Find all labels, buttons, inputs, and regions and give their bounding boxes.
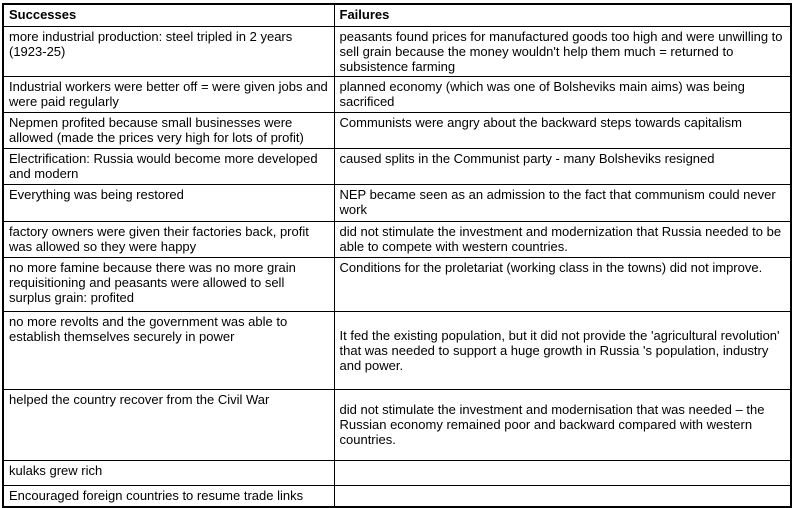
- table-row: [3, 460, 791, 485]
- nep-successes-failures-table: [2, 3, 792, 508]
- table-row: [3, 112, 791, 148]
- failure-cell: peasants found prices for manufactured goods too high and were unwilling to sell grain because the money wouldn't help them much = returned to subsistence farming: [334, 26, 791, 76]
- success-cell: no more famine because there was no more grain requisitioning and peasants were allowed to sell surplus grain: profited: [3, 257, 334, 311]
- failure-cell: did not stimulate the investment and modernization that Russia needed to be able to compete with western countries.: [334, 221, 791, 257]
- table-row: [3, 184, 791, 221]
- table-row: [3, 26, 791, 76]
- success-cell: Nepmen profited because small businesses were allowed (made the prices very high for lots of profit): [3, 112, 334, 148]
- failure-cell: Conditions for the proletariat (working class in the towns) did not improve.: [334, 257, 791, 311]
- failure-cell: NEP became seen as an admission to the fact that communism could never work: [334, 184, 791, 221]
- table-row: [3, 257, 791, 311]
- failure-cell: [334, 460, 791, 485]
- table-body: [3, 26, 791, 507]
- failure-cell: [334, 485, 791, 507]
- success-cell: factory owners were given their factories back, profit was allowed so they were happy: [3, 221, 334, 257]
- success-cell: Encouraged foreign countries to resume trade links: [3, 485, 334, 507]
- success-cell: no more revolts and the government was able to establish themselves securely in power: [3, 311, 334, 389]
- column-header-failures: Failures: [334, 4, 791, 26]
- success-cell: Electrification: Russia would become more developed and modern: [3, 148, 334, 184]
- failure-cell: planned economy (which was one of Bolsheviks main aims) was being sacrificed: [334, 76, 791, 112]
- success-cell: more industrial production: steel tripled in 2 years (1923-25): [3, 26, 334, 76]
- success-cell: Industrial workers were better off = were given jobs and were paid regularly: [3, 76, 334, 112]
- table-row: [3, 221, 791, 257]
- column-header-successes: Successes: [3, 4, 334, 26]
- failure-cell: It fed the existing population, but it did not provide the 'agricultural revolution' that was needed to support a huge growth in Russia 's population, industry and power.: [334, 311, 791, 389]
- success-cell: kulaks grew rich: [3, 460, 334, 485]
- table-row: [3, 311, 791, 389]
- table-row: [3, 76, 791, 112]
- success-cell: helped the country recover from the Civil War: [3, 389, 334, 460]
- failure-cell: Communists were angry about the backward steps towards capitalism: [334, 112, 791, 148]
- table-row: [3, 485, 791, 507]
- header-row: [3, 4, 791, 26]
- table-row: [3, 389, 791, 460]
- success-cell: Everything was being restored: [3, 184, 334, 221]
- table-row: [3, 148, 791, 184]
- failure-cell: caused splits in the Communist party - many Bolsheviks resigned: [334, 148, 791, 184]
- failure-cell: did not stimulate the investment and modernisation that was needed – the Russian economy remained poor and backward compared with western countries.: [334, 389, 791, 460]
